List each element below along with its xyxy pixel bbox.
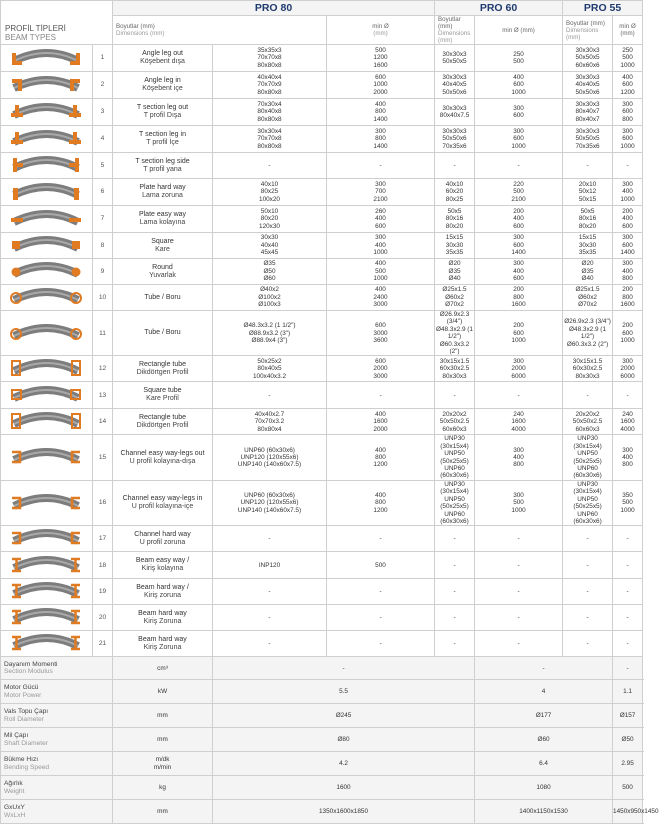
pro60-min-diameter: 240 1600 4000 xyxy=(475,409,563,435)
pro80-dimensions: 40x40x4 70x70x9 80x80x8 xyxy=(213,72,327,99)
spec-unit: mm xyxy=(113,800,213,824)
spec-value-pro60: 4 xyxy=(475,680,613,704)
spec-row xyxy=(1,704,643,728)
pro55-dimensions: 15x15 30x30 35x35 xyxy=(563,233,613,259)
pro60-min-diameter: - xyxy=(475,153,563,179)
row-number: 8 xyxy=(93,233,113,259)
spec-label: Mil Çapı Shaft Diameter xyxy=(1,728,113,752)
pro60-dimensions: - xyxy=(435,382,475,409)
pro80-dimensions: INP120 xyxy=(213,552,327,579)
pro80-min-diameter: - xyxy=(327,579,435,605)
spec-row xyxy=(1,728,643,752)
pro60-min-diameter: 200 400 600 xyxy=(475,206,563,233)
tube-profile-icon xyxy=(1,285,93,311)
spec-value-pro60: - xyxy=(475,657,613,680)
tee-out-profile-icon xyxy=(1,99,93,126)
pro80-dimensions: 30x30x4 70x70x8 80x80x8 xyxy=(213,126,327,153)
spec-unit: mm xyxy=(113,704,213,728)
pro60-min-diameter: 300 2000 6000 xyxy=(475,356,563,382)
pro55-min-diameter: 250 500 1000 xyxy=(613,45,643,72)
row-number: 1 xyxy=(93,45,113,72)
min-header-pro80: min Ø (mm) xyxy=(327,16,435,45)
dims-header-pro80: Boyutlar (mm) Dimensions (mm) xyxy=(113,16,327,45)
row-number: 9 xyxy=(93,259,113,285)
model-pro60: PRO 60 xyxy=(435,1,563,16)
pro80-min-diameter: 400 800 1200 xyxy=(327,435,435,480)
pro80-min-diameter: 400 1600 2000 xyxy=(327,409,435,435)
pro80-min-diameter: 600 2000 3000 xyxy=(327,356,435,382)
angle-out-profile-icon xyxy=(1,45,93,72)
pro55-min-diameter: 400 600 1200 xyxy=(613,72,643,99)
pro55-min-diameter: 300 400 800 xyxy=(613,259,643,285)
min-header-pro60: min Ø (mm) xyxy=(475,16,563,45)
pro80-min-diameter: 600 3000 3600 xyxy=(327,311,435,356)
pro55-dimensions: 30x30x3 50x50x5 60x60x6 xyxy=(563,45,613,72)
beam-type-name: Square tube Kare Profil xyxy=(113,382,213,409)
pro55-dimensions: 30x30x3 40x40x5 50x50x6 xyxy=(563,72,613,99)
table-row xyxy=(1,45,643,72)
beam-type-name: Square Kare xyxy=(113,233,213,259)
row-number: 12 xyxy=(93,356,113,382)
row-number: 21 xyxy=(93,631,113,657)
pro60-dimensions: 40x10 60x20 80x25 xyxy=(435,179,475,206)
pro60-min-diameter: - xyxy=(475,382,563,409)
spec-value-pro60: 1080 xyxy=(475,776,613,800)
beam-type-name: T section leg side T profil yana xyxy=(113,153,213,179)
row-number: 17 xyxy=(93,526,113,552)
spec-value-pro60: Ø177 xyxy=(475,704,613,728)
pro60-min-diameter: 300 600 1400 xyxy=(475,233,563,259)
pro60-min-diameter: - xyxy=(475,552,563,579)
tee-side-profile-icon xyxy=(1,153,93,179)
pro60-dimensions: UNP30 (30x15x4) UNP50 (50x25x5) UNP60 (60x30x6) xyxy=(435,480,475,525)
table-row xyxy=(1,409,643,435)
square-profile-icon xyxy=(1,233,93,259)
pro80-min-diameter: 400 800 1200 xyxy=(327,480,435,525)
pro80-dimensions: 50x25x2 80x40x5 100x40x3.2 xyxy=(213,356,327,382)
beam-type-name: Round Yuvarlak xyxy=(113,259,213,285)
beam-hard-profile-icon xyxy=(1,631,93,657)
spec-value-pro80: Ø245 xyxy=(213,704,475,728)
title-tr: PROFİL TİPLERİ xyxy=(5,24,66,33)
pro80-dimensions: UNP60 (60x30x6) UNP120 (120x55x6) UNP140 (140x60x7.5) xyxy=(213,480,327,525)
spec-value-pro80: 1600 xyxy=(213,776,475,800)
beam-type-name: Plate hard way Lama zoruna xyxy=(113,179,213,206)
spec-value-pro80: 4.2 xyxy=(213,752,475,776)
table-row xyxy=(1,382,643,409)
pro55-dimensions: - xyxy=(563,382,613,409)
pro55-min-diameter: - xyxy=(613,605,643,631)
pro60-min-diameter: 300 400 800 xyxy=(475,435,563,480)
pro80-dimensions: Ø35 Ø50 Ø60 xyxy=(213,259,327,285)
pro60-dimensions: - xyxy=(435,153,475,179)
pro80-dimensions: 35x35x3 70x70x8 80x80x8 xyxy=(213,45,327,72)
spec-unit: cm³ xyxy=(113,657,213,680)
spec-unit: mm xyxy=(113,728,213,752)
spec-value-pro55: - xyxy=(613,657,643,680)
beam-type-name: T section leg out T profil Dışa xyxy=(113,99,213,126)
pro55-dimensions: - xyxy=(563,579,613,605)
beam-type-name: Beam easy way / Kiriş kolayına xyxy=(113,552,213,579)
pro80-dimensions: - xyxy=(213,153,327,179)
sq-tube-profile-icon xyxy=(1,382,93,409)
pro60-dimensions: Ø25x1.5 Ø60x2 Ø70x2 xyxy=(435,285,475,311)
row-number: 4 xyxy=(93,126,113,153)
beam-type-name: Angle leg out Köşebent dışa xyxy=(113,45,213,72)
table-row xyxy=(1,285,643,311)
pro80-dimensions: 40x40x2.7 70x70x3.2 80x80x4 xyxy=(213,409,327,435)
pro55-dimensions: 30x30x3 50x50x5 70x35x6 xyxy=(563,126,613,153)
table-row xyxy=(1,480,643,525)
table-row xyxy=(1,126,643,153)
pro60-dimensions: Ø26.9x2.3 (3/4") Ø48.3x2.9 (1 1/2") Ø60.3x3.2 (2") xyxy=(436,311,473,356)
row-number: 2 xyxy=(93,72,113,99)
plate-hard-profile-icon xyxy=(1,179,93,206)
pro80-dimensions: 50x10 80x20 120x30 xyxy=(213,206,327,233)
pro60-min-diameter: - xyxy=(475,631,563,657)
pro80-dimensions: - xyxy=(213,526,327,552)
beam-type-name: Beam hard way Kiriş Zoruna xyxy=(113,605,213,631)
spec-label: Bükme Hızı Bending Speed xyxy=(1,752,113,776)
table-row xyxy=(1,631,643,657)
spec-value-pro55: Ø50 xyxy=(613,728,643,752)
channel-out-profile-icon xyxy=(1,435,93,480)
pro80-min-diameter: - xyxy=(327,631,435,657)
pro60-dimensions: 30x15x1.5 60x30x2.5 80x30x3 xyxy=(435,356,475,382)
pro55-dimensions: 30x30x3 80x40x7 80x40x7 xyxy=(563,99,613,126)
row-number: 5 xyxy=(93,153,113,179)
pro55-min-diameter: 200 800 1600 xyxy=(613,285,643,311)
spec-label: GxUxY WxLxH xyxy=(1,800,113,824)
pro80-dimensions: - xyxy=(213,579,327,605)
pro80-dimensions: 70x30x4 80x40x8 80x80x8 xyxy=(213,99,327,126)
pro55-min-diameter: 300 600 1400 xyxy=(613,233,643,259)
beam-type-name: Rectangle tube Dikdörtgen Profil xyxy=(113,409,213,435)
pro80-dimensions: - xyxy=(213,382,327,409)
pro80-dimensions: - xyxy=(213,605,327,631)
pro80-min-diameter: 400 500 1000 xyxy=(327,259,435,285)
spec-unit: kg xyxy=(113,776,213,800)
row-number: 14 xyxy=(93,409,113,435)
pro55-min-diameter: - xyxy=(613,552,643,579)
pro80-min-diameter: 600 1000 2000 xyxy=(327,72,435,99)
pro55-min-diameter: 300 600 800 xyxy=(613,99,643,126)
row-number: 18 xyxy=(93,552,113,579)
spec-row xyxy=(1,680,643,704)
spec-value-pro80: 5.5 xyxy=(213,680,475,704)
beam-type-name: Beam hard way Kiriş Zoruna xyxy=(113,631,213,657)
pro80-min-diameter: - xyxy=(327,526,435,552)
pro80-min-diameter: 500 xyxy=(327,552,435,579)
pro80-dimensions: 30x30 40x40 45x45 xyxy=(213,233,327,259)
table-row xyxy=(1,605,643,631)
table-row xyxy=(1,179,643,206)
tube-profile-icon xyxy=(1,311,93,356)
pro80-min-diameter: 260 400 600 xyxy=(327,206,435,233)
pro60-dimensions: - xyxy=(435,526,475,552)
pro55-min-diameter: 200 600 1000 xyxy=(613,311,643,356)
beam-hard-profile-icon xyxy=(1,605,93,631)
pro55-min-diameter: 300 2000 6000 xyxy=(613,356,643,382)
table-row xyxy=(1,526,643,552)
pro80-dimensions: UNP60 (60x30x6) UNP120 (120x55x6) UNP140 (140x60x7.5) xyxy=(213,435,327,480)
pro55-dimensions: - xyxy=(563,526,613,552)
spec-value-pro60: Ø60 xyxy=(475,728,613,752)
pro80-min-diameter: 400 800 1400 xyxy=(327,99,435,126)
pro55-dimensions: UNP30 (30x15x4) UNP50 (50x25x5) UNP60 (60x30x6) xyxy=(563,480,613,525)
pro55-min-diameter: 350 500 1000 xyxy=(613,480,643,525)
row-number: 11 xyxy=(93,311,113,356)
pro60-dimensions: Ø20 Ø35 Ø40 xyxy=(435,259,475,285)
dims-header-pro55: Boyutlar (mm) Dimensions (mm) xyxy=(563,16,613,45)
pro55-min-diameter: 300 400 1000 xyxy=(613,179,643,206)
spec-value-pro55: 2.95 xyxy=(613,752,643,776)
pro80-min-diameter: - xyxy=(327,605,435,631)
pro55-dimensions: 20x20x2 50x50x2.5 60x60x3 xyxy=(563,409,613,435)
pro80-min-diameter: - xyxy=(327,382,435,409)
pro55-dimensions: 30x15x1.5 60x30x2.5 80x30x3 xyxy=(563,356,613,382)
dims-header-pro60: Boyutlar (mm) Dimensions (mm) xyxy=(435,16,475,45)
angle-in-profile-icon xyxy=(1,72,93,99)
pro55-min-diameter: - xyxy=(613,579,643,605)
model-pro80: PRO 80 xyxy=(113,1,435,16)
beam-type-name: Tube / Boru xyxy=(113,311,213,356)
pro55-dimensions: Ø26.9x2.3 (3/4") Ø48.3x2.9 (1 1/2") Ø60.3x3.2 (2") xyxy=(563,311,613,356)
beam-type-name: Rectangle tube Dikdörtgen Profil xyxy=(113,356,213,382)
pro60-min-diameter: 400 600 1000 xyxy=(475,72,563,99)
beam-type-name: Channel hard way U profil zoruna xyxy=(113,526,213,552)
spec-value-pro60: 1400x1150x1530 xyxy=(475,800,613,824)
table-row xyxy=(1,435,643,480)
row-number: 19 xyxy=(93,579,113,605)
spec-row xyxy=(1,800,643,824)
round-profile-icon xyxy=(1,259,93,285)
table-row xyxy=(1,206,643,233)
rect-tube-profile-icon xyxy=(1,409,93,435)
spec-label: Vals Topu Çapı Roll Diameter xyxy=(1,704,113,728)
table-row xyxy=(1,153,643,179)
model-pro55: PRO 55 xyxy=(563,1,643,16)
pro60-dimensions: - xyxy=(435,631,475,657)
pro80-min-diameter: 300 800 1400 xyxy=(327,126,435,153)
pro80-min-diameter: - xyxy=(327,153,435,179)
table-row xyxy=(1,259,643,285)
pro60-min-diameter: 300 400 600 xyxy=(475,259,563,285)
pro80-min-diameter: 300 700 2100 xyxy=(327,179,435,206)
pro80-dimensions: Ø40x2 Ø100x2 Ø100x3 xyxy=(213,285,327,311)
spec-value-pro55: 1450x950x1450 xyxy=(613,800,643,824)
spec-value-pro55: 1.1 xyxy=(613,680,643,704)
beam-type-name: Angle leg in Köşebent içe xyxy=(113,72,213,99)
table-row xyxy=(1,552,643,579)
table-title xyxy=(1,1,113,45)
row-number: 10 xyxy=(93,285,113,311)
pro60-min-diameter: 250 500 xyxy=(475,45,563,72)
table-row xyxy=(1,99,643,126)
spec-value-pro55: Ø157 xyxy=(613,704,643,728)
spec-row xyxy=(1,752,643,776)
pro55-dimensions: - xyxy=(563,605,613,631)
pro55-min-diameter: - xyxy=(613,382,643,409)
pro55-min-diameter: 300 400 800 xyxy=(613,435,643,480)
spec-row xyxy=(1,657,643,680)
pro80-min-diameter: 500 1200 1600 xyxy=(327,45,435,72)
spec-value-pro60: 6.4 xyxy=(475,752,613,776)
row-number: 15 xyxy=(93,435,113,480)
row-number: 6 xyxy=(93,179,113,206)
spec-value-pro55: 500 xyxy=(613,776,643,800)
table-row xyxy=(1,72,643,99)
beam-type-name: T section leg in T profil İçe xyxy=(113,126,213,153)
pro60-dimensions: 30x30x3 50x50x6 70x35x6 xyxy=(435,126,475,153)
pro60-min-diameter: - xyxy=(475,526,563,552)
beam-hard-profile-icon xyxy=(1,579,93,605)
pro55-min-diameter: 200 400 600 xyxy=(613,206,643,233)
spec-unit: m/dk m/min xyxy=(113,752,213,776)
pro60-dimensions: 30x30x3 40x40x5 50x50x6 xyxy=(435,72,475,99)
pro60-min-diameter: 300 600 1000 xyxy=(475,126,563,153)
pro80-dimensions: Ø48.3x3.2 (1 1/2") Ø88.9x3.2 (3") Ø88.9x4 (3") xyxy=(213,311,327,356)
spec-label: Motor Gücü Motor Power xyxy=(1,680,113,704)
min-header-pro55: min Ø (mm) xyxy=(613,16,643,45)
pro60-dimensions: 50x5 80x16 80x20 xyxy=(435,206,475,233)
pro55-min-diameter: 300 600 1000 xyxy=(613,126,643,153)
row-number: 20 xyxy=(93,605,113,631)
spec-label: Ağırlık Weight xyxy=(1,776,113,800)
spec-row xyxy=(1,776,643,800)
pro55-min-diameter: 240 1600 4000 xyxy=(613,409,643,435)
rect-tube-profile-icon xyxy=(1,356,93,382)
row-number: 13 xyxy=(93,382,113,409)
row-number: 7 xyxy=(93,206,113,233)
table-row xyxy=(1,579,643,605)
spec-unit: kW xyxy=(113,680,213,704)
pro55-min-diameter: - xyxy=(613,153,643,179)
plate-easy-profile-icon xyxy=(1,206,93,233)
pro55-dimensions: Ø25x1.5 Ø60x2 Ø70x2 xyxy=(563,285,613,311)
title-en: BEAM TYPES xyxy=(5,33,56,42)
pro55-dimensions: - xyxy=(563,631,613,657)
spec-value-pro80: 1350x1600x1850 xyxy=(213,800,475,824)
spec-value-pro80: Ø80 xyxy=(213,728,475,752)
channel-in-profile-icon xyxy=(1,480,93,525)
pro60-dimensions: 30x30x3 80x40x7.5 xyxy=(435,99,475,126)
pro60-dimensions: - xyxy=(435,579,475,605)
beam-type-name: Plate easy way Lama kolayına xyxy=(113,206,213,233)
spec-label: Dayanım Momenti Section Modulus xyxy=(1,657,113,680)
row-number: 16 xyxy=(93,480,113,525)
pro55-dimensions: Ø20 Ø35 Ø40 xyxy=(563,259,613,285)
pro60-dimensions: UNP30 (30x15x4) UNP50 (50x25x5) UNP60 (60x30x6) xyxy=(435,435,475,480)
pro60-dimensions: 30x30x3 50x50x5 xyxy=(435,45,475,72)
pro80-min-diameter: 300 400 1000 xyxy=(327,233,435,259)
row-number: 3 xyxy=(93,99,113,126)
pro60-min-diameter: 220 500 2100 xyxy=(475,179,563,206)
pro80-dimensions: 40x10 80x25 100x20 xyxy=(213,179,327,206)
pro60-dimensions: - xyxy=(435,605,475,631)
pro55-min-diameter: - xyxy=(613,631,643,657)
channel-hard-profile-icon xyxy=(1,526,93,552)
pro60-min-diameter: - xyxy=(475,579,563,605)
pro55-dimensions: - xyxy=(563,552,613,579)
pro60-dimensions: 15x15 30x30 35x35 xyxy=(435,233,475,259)
beam-type-name: Channel easy way-legs in U profil kolayına-içe xyxy=(113,480,213,525)
pro55-dimensions: 20x10 50x12 50x15 xyxy=(563,179,613,206)
spec-value-pro80: - xyxy=(213,657,475,680)
beam-type-name: Beam hard way / Kiriş zoruna xyxy=(113,579,213,605)
table-row xyxy=(1,356,643,382)
pro80-min-diameter: 400 2400 3000 xyxy=(327,285,435,311)
pro60-dimensions: 20x20x2 50x50x2.5 60x60x3 xyxy=(435,409,475,435)
pro60-min-diameter: - xyxy=(475,605,563,631)
beam-easy-profile-icon xyxy=(1,552,93,579)
tee-in-profile-icon xyxy=(1,126,93,153)
pro55-dimensions: - xyxy=(563,153,613,179)
pro60-min-diameter: 200 800 1600 xyxy=(475,285,563,311)
pro60-min-diameter: 300 600 xyxy=(475,99,563,126)
pro60-dimensions: - xyxy=(435,552,475,579)
pro55-min-diameter: - xyxy=(613,526,643,552)
beam-type-name: Tube / Boru xyxy=(113,285,213,311)
pro60-min-diameter: 200 600 1000 xyxy=(475,311,563,356)
pro55-dimensions: UNP30 (30x15x4) UNP50 (50x25x5) UNP60 (60x30x6) xyxy=(563,435,613,480)
table-row xyxy=(1,311,643,356)
beam-type-name: Channel easy way-legs out U profil kolayına-dışa xyxy=(113,435,213,480)
pro60-min-diameter: 300 500 1000 xyxy=(475,480,563,525)
table-row xyxy=(1,233,643,259)
pro55-dimensions: 50x5 80x16 80x20 xyxy=(563,206,613,233)
pro80-dimensions: - xyxy=(213,631,327,657)
